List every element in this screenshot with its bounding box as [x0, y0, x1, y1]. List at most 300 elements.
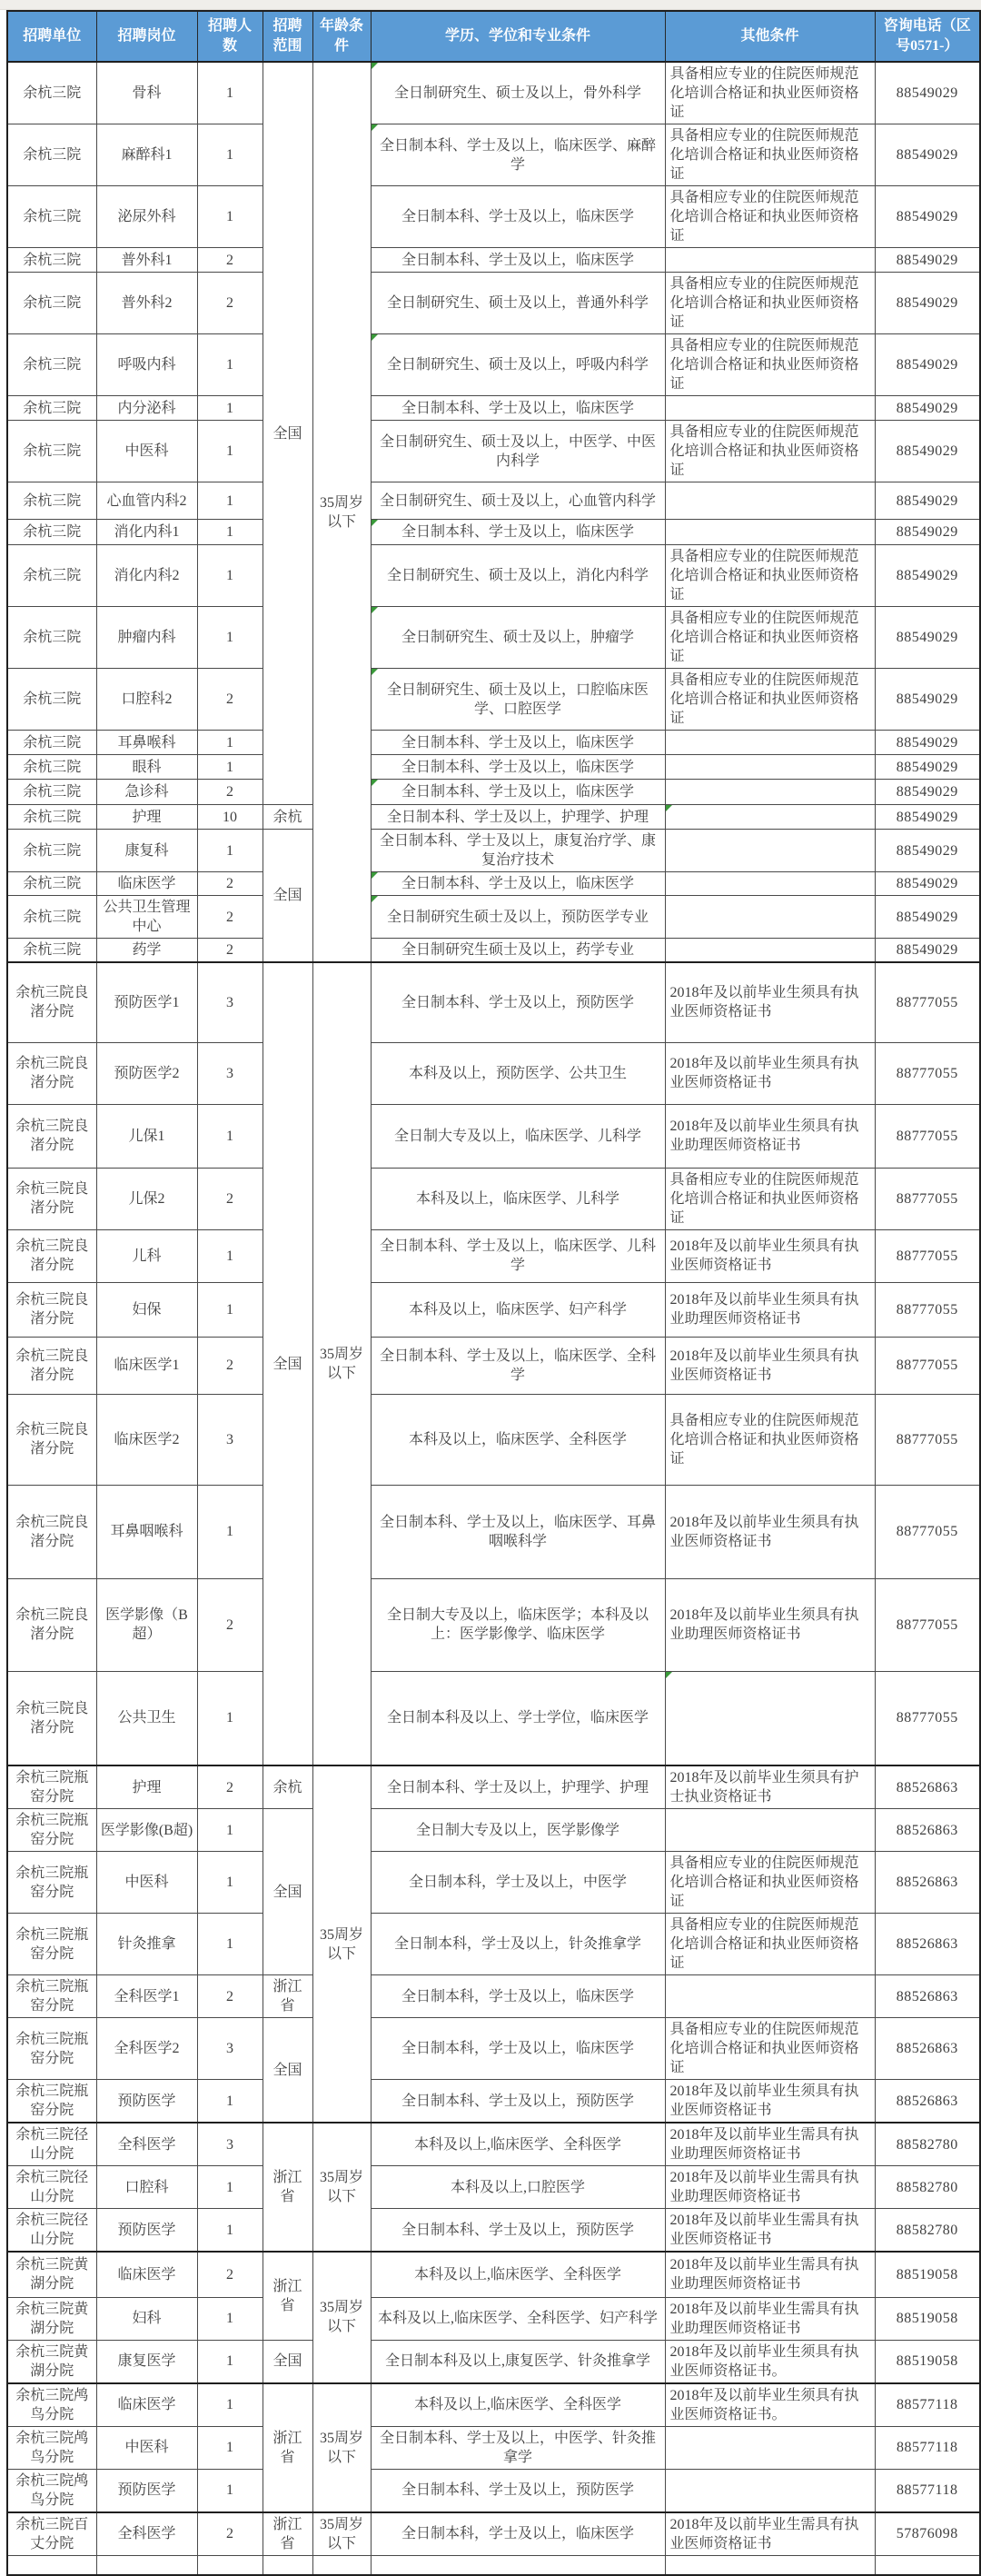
cell-other: 具备相应专业的住院医师规范化培训合格证和执业医师资格证 — [665, 273, 875, 334]
cell-edu: 全日制本科，学士及以上，临床医学 — [371, 2018, 665, 2080]
cell-phone: 88777055 — [875, 1394, 980, 1485]
cell-post: 医学影像（B超） — [96, 1578, 197, 1671]
cell-post: 临床医学 — [96, 2252, 197, 2297]
cell-post: 消化内科1 — [96, 520, 197, 545]
recruitment-table — [6, 10, 981, 2576]
cell-unit: 余杭三院 — [7, 939, 96, 963]
cell-edu: 全日制本科、学士及以上，临床医学 — [371, 731, 665, 755]
col-header-count: 招聘人数 — [197, 11, 263, 62]
cell-unit: 余杭三院黄湖分院 — [7, 2297, 96, 2340]
cell-count: 3 — [197, 962, 263, 1042]
cell-edu: 全日制本科、学士及以上，临床医学、耳鼻咽喉科学 — [371, 1485, 665, 1578]
table-row — [7, 248, 980, 273]
cell-post: 中医科 — [96, 421, 197, 482]
cell-post: 临床医学2 — [96, 1394, 197, 1485]
col-header-other: 其他条件 — [665, 11, 875, 62]
cell-other — [665, 248, 875, 273]
cell-scope: 全国 — [263, 2340, 312, 2383]
cell-edu: 全日制本科、学士及以上，临床医学、全科学 — [371, 1337, 665, 1394]
cell-unit: 余杭三院鸬鸟分院 — [7, 2469, 96, 2512]
cell-edu: 全日制本科、学士及以上，预防医学 — [371, 2209, 665, 2253]
cell-other: 具备相应专业的住院医师规范化培训合格证和执业医师资格证 — [665, 1168, 875, 1229]
cell-other: 具备相应专业的住院医师规范化培训合格证和执业医师资格证 — [665, 62, 875, 124]
cell-unit: 余杭三院 — [7, 545, 96, 607]
cell-post: 普外科2 — [96, 273, 197, 334]
col-header-unit: 招聘单位 — [7, 11, 96, 62]
cell-phone: 88549029 — [875, 421, 980, 482]
cell-post: 预防医学 — [96, 2080, 197, 2123]
cell-other — [665, 396, 875, 421]
cell-other: 2018年及以前毕业生需具有执业助理医师资格证书 — [665, 2123, 875, 2166]
cell-edu: 全日制本科，学士及以上，临床医学 — [371, 2512, 665, 2556]
cell-count: 1 — [197, 1852, 263, 1914]
table-row — [7, 334, 980, 396]
cell-phone: 88777055 — [875, 1671, 980, 1765]
cell-edu: 全日制大专及以上，医学影像学 — [371, 1809, 665, 1852]
cell-unit: 余杭三院瓶窑分院 — [7, 2018, 96, 2080]
cell-post: 口腔科2 — [96, 669, 197, 731]
cell-scope: 浙江省 — [263, 1975, 312, 2018]
cell-count: 2 — [197, 1337, 263, 1394]
cell-edu: 全日制研究生硕士及以上，药学专业 — [371, 939, 665, 963]
cell-phone: 88777055 — [875, 1282, 980, 1337]
cell-edu: 全日制研究生、硕士及以上，呼吸内科学 — [371, 334, 665, 396]
cell-phone: 88549029 — [875, 805, 980, 830]
cell-post: 全科医学 — [96, 2512, 197, 2556]
cell-unit: 余杭三院瓶窑分院 — [7, 2080, 96, 2123]
cell-phone: 88549029 — [875, 273, 980, 334]
table-row — [7, 62, 980, 124]
cell-empty — [665, 2555, 875, 2575]
cell-other: 2018年及以前毕业生须具有执业医师资格证书 — [665, 2080, 875, 2123]
cell-edu: 全日制本科、学士及以上，康复治疗学、康复治疗技术 — [371, 830, 665, 872]
table-row — [7, 2426, 980, 2469]
cell-scope: 余杭 — [263, 805, 312, 830]
cell-post: 妇科 — [96, 2297, 197, 2340]
cell-unit: 余杭三院 — [7, 248, 96, 273]
cell-age: 35周岁以下 — [312, 2123, 371, 2252]
cell-other — [665, 1671, 875, 1765]
cell-other: 2018年及以前毕业生须具有护士执业资格证书 — [665, 1765, 875, 1809]
cell-count: 1 — [197, 482, 263, 520]
cell-unit: 余杭三院良渚分院 — [7, 1671, 96, 1765]
cell-unit: 余杭三院 — [7, 755, 96, 780]
cell-count: 2 — [197, 273, 263, 334]
cell-edu: 全日制本科，学士及以上，临床医学 — [371, 1975, 665, 2018]
cell-post: 药学 — [96, 939, 197, 963]
cell-post: 心血管内科2 — [96, 482, 197, 520]
partial-bottom-row — [7, 2555, 980, 2575]
cell-phone: 88549029 — [875, 124, 980, 186]
cell-phone: 88549029 — [875, 872, 980, 896]
cell-count: 1 — [197, 607, 263, 669]
table-row — [7, 421, 980, 482]
cell-post: 耳鼻咽喉科 — [96, 1485, 197, 1578]
cell-post: 预防医学 — [96, 2469, 197, 2512]
cell-edu: 本科及以上,临床医学、全科医学 — [371, 2383, 665, 2427]
cell-edu: 全日制本科，学士及以上，针灸推拿学 — [371, 1914, 665, 1975]
cell-post: 肿瘤内科 — [96, 607, 197, 669]
cell-edu: 全日制本科、学士及以上，预防医学 — [371, 962, 665, 1042]
cell-edu: 本科及以上,临床医学、全科医学、妇产科学 — [371, 2297, 665, 2340]
cell-count: 1 — [197, 520, 263, 545]
table-row — [7, 1394, 980, 1485]
cell-post: 眼科 — [96, 755, 197, 780]
cell-phone: 88526863 — [875, 2018, 980, 2080]
table-row — [7, 939, 980, 963]
cell-edu: 全日制研究生硕士及以上，预防医学专业 — [371, 896, 665, 939]
table-row — [7, 2252, 980, 2297]
cell-unit: 余杭三院 — [7, 421, 96, 482]
cell-unit: 余杭三院鸬鸟分院 — [7, 2426, 96, 2469]
table-row — [7, 1042, 980, 1104]
cell-post: 泌尿外科 — [96, 186, 197, 248]
cell-count: 2 — [197, 2512, 263, 2556]
cell-other — [665, 939, 875, 963]
cell-other — [665, 805, 875, 830]
cell-other — [665, 2469, 875, 2512]
cell-post: 消化内科2 — [96, 545, 197, 607]
cell-count: 1 — [197, 2166, 263, 2209]
table-row — [7, 731, 980, 755]
cell-count: 1 — [197, 124, 263, 186]
cell-scope: 浙江省 — [263, 2383, 312, 2512]
cell-other: 2018年及以前毕业生需具有执业助理医师资格证书 — [665, 2297, 875, 2340]
cell-count: 3 — [197, 2018, 263, 2080]
cell-count: 2 — [197, 248, 263, 273]
cell-unit: 余杭三院 — [7, 124, 96, 186]
cell-scope: 全国 — [263, 62, 312, 805]
cell-other — [665, 2426, 875, 2469]
cell-post: 全科医学 — [96, 2123, 197, 2166]
cell-edu: 全日制本科、学士及以上，临床医学、麻醉学 — [371, 124, 665, 186]
cell-post: 预防医学1 — [96, 962, 197, 1042]
cell-unit: 余杭三院瓶窑分院 — [7, 1914, 96, 1975]
cell-unit: 余杭三院 — [7, 830, 96, 872]
cell-post: 预防医学 — [96, 2209, 197, 2253]
cell-other: 2018年及以前毕业生须具有执业助理医师资格证书 — [665, 1104, 875, 1168]
cell-count: 1 — [197, 1485, 263, 1578]
cell-post: 急诊科 — [96, 780, 197, 805]
table-row — [7, 2166, 980, 2209]
cell-edu: 全日制本科、学士及以上，临床医学 — [371, 872, 665, 896]
cell-other: 2018年及以前毕业生需具有执业医师资格证书 — [665, 2209, 875, 2253]
cell-phone: 88582780 — [875, 2123, 980, 2166]
cell-count: 3 — [197, 1042, 263, 1104]
cell-unit: 余杭三院黄湖分院 — [7, 2252, 96, 2297]
cell-phone: 88549029 — [875, 755, 980, 780]
cell-unit: 余杭三院 — [7, 731, 96, 755]
table-row — [7, 1671, 980, 1765]
cell-edu: 全日制研究生、硕士及以上，消化内科学 — [371, 545, 665, 607]
cell-empty — [7, 2555, 96, 2575]
cell-unit: 余杭三院径山分院 — [7, 2166, 96, 2209]
cell-count: 1 — [197, 2383, 263, 2427]
cell-phone: 88577118 — [875, 2469, 980, 2512]
cell-phone: 88777055 — [875, 1337, 980, 1394]
cell-unit: 余杭三院良渚分院 — [7, 1282, 96, 1337]
cell-edu: 本科及以上，临床医学、儿科学 — [371, 1168, 665, 1229]
cell-unit: 余杭三院百丈分院 — [7, 2512, 96, 2556]
cell-other: 具备相应专业的住院医师规范化培训合格证和执业医师资格证 — [665, 2018, 875, 2080]
cell-post: 预防医学2 — [96, 1042, 197, 1104]
cell-post: 临床医学1 — [96, 1337, 197, 1394]
cell-edu: 全日制本科、学士及以上，临床医学 — [371, 186, 665, 248]
cell-phone: 88582780 — [875, 2209, 980, 2253]
cell-edu: 全日制本科，学士及以上，中医学 — [371, 1852, 665, 1914]
cell-edu: 全日制研究生、硕士及以上，口腔临床医学、口腔医学 — [371, 669, 665, 731]
cell-phone: 88777055 — [875, 1229, 980, 1282]
table-row — [7, 1852, 980, 1914]
table-row — [7, 1578, 980, 1671]
cell-count: 1 — [197, 2426, 263, 2469]
col-header-post: 招聘岗位 — [96, 11, 197, 62]
cell-other: 具备相应专业的住院医师规范化培训合格证和执业医师资格证 — [665, 607, 875, 669]
cell-unit: 余杭三院黄湖分院 — [7, 2340, 96, 2383]
cell-scope: 全国 — [263, 962, 312, 1765]
cell-post: 护理 — [96, 805, 197, 830]
cell-unit: 余杭三院径山分院 — [7, 2123, 96, 2166]
cell-age: 35周岁以下 — [312, 62, 371, 962]
cell-other — [665, 780, 875, 805]
cell-phone: 88526863 — [875, 2080, 980, 2123]
cell-other: 2018年及以前毕业生须具有执业助理医师资格证书 — [665, 1282, 875, 1337]
cell-edu: 全日制本科、学士及以上，临床医学 — [371, 520, 665, 545]
cell-unit: 余杭三院良渚分院 — [7, 1578, 96, 1671]
cell-count: 2 — [197, 939, 263, 963]
cell-other: 具备相应专业的住院医师规范化培训合格证和执业医师资格证 — [665, 421, 875, 482]
cell-count: 1 — [197, 731, 263, 755]
table-row — [7, 124, 980, 186]
cell-unit: 余杭三院 — [7, 896, 96, 939]
cell-edu: 全日制本科、学士及以上，临床医学、儿科学 — [371, 1229, 665, 1282]
cell-phone: 88549029 — [875, 62, 980, 124]
cell-other — [665, 1975, 875, 2018]
cell-post: 儿科 — [96, 1229, 197, 1282]
cell-post: 全科医学2 — [96, 2018, 197, 2080]
cell-scope: 浙江省 — [263, 2512, 312, 2556]
cell-post: 普外科1 — [96, 248, 197, 273]
table-row — [7, 2018, 980, 2080]
cell-unit: 余杭三院 — [7, 607, 96, 669]
cell-unit: 余杭三院 — [7, 669, 96, 731]
cell-age: 35周岁以下 — [312, 2512, 371, 2556]
cell-count: 1 — [197, 334, 263, 396]
cell-post: 耳鼻喉科 — [96, 731, 197, 755]
cell-unit: 余杭三院 — [7, 805, 96, 830]
cell-edu: 全日制本科、学士及以上，护理学、护理 — [371, 1765, 665, 1809]
cell-other: 2018年及以前毕业生须具有执业医师资格证书 — [665, 1485, 875, 1578]
cell-phone: 88526863 — [875, 1809, 980, 1852]
cell-count: 2 — [197, 896, 263, 939]
table-row — [7, 396, 980, 421]
cell-post: 临床医学 — [96, 2383, 197, 2427]
table-row — [7, 545, 980, 607]
table-row — [7, 2512, 980, 2556]
table-row — [7, 1485, 980, 1578]
cell-unit: 余杭三院良渚分院 — [7, 1168, 96, 1229]
cell-edu: 本科及以上,口腔医学 — [371, 2166, 665, 2209]
cell-edu: 全日制大专及以上，临床医学、儿科学 — [371, 1104, 665, 1168]
cell-phone: 88526863 — [875, 1914, 980, 1975]
cell-edu: 本科及以上，预防医学、公共卫生 — [371, 1042, 665, 1104]
cell-post: 呼吸内科 — [96, 334, 197, 396]
cell-count: 1 — [197, 2297, 263, 2340]
table-row — [7, 2297, 980, 2340]
cell-empty — [312, 2555, 371, 2575]
cell-empty — [197, 2555, 263, 2575]
table-row — [7, 482, 980, 520]
cell-post: 儿保2 — [96, 1168, 197, 1229]
cell-post: 公共卫生 — [96, 1671, 197, 1765]
cell-count: 3 — [197, 1394, 263, 1485]
cell-edu: 本科及以上,临床医学、全科医学 — [371, 2252, 665, 2297]
cell-phone: 88519058 — [875, 2340, 980, 2383]
cell-unit: 余杭三院 — [7, 482, 96, 520]
cell-empty — [263, 2555, 312, 2575]
table-row — [7, 1229, 980, 1282]
cell-count: 2 — [197, 872, 263, 896]
cell-count: 1 — [197, 1809, 263, 1852]
cell-count: 1 — [197, 1914, 263, 1975]
cell-age: 35周岁以下 — [312, 2383, 371, 2512]
cell-other: 2018年及以前毕业生需具有执业助理医师资格证书 — [665, 2166, 875, 2209]
cell-scope: 余杭 — [263, 1765, 312, 1809]
cell-other — [665, 755, 875, 780]
cell-phone: 88526863 — [875, 1975, 980, 2018]
cell-edu: 全日制研究生、硕士及以上，心血管内科学 — [371, 482, 665, 520]
cell-age: 35周岁以下 — [312, 2252, 371, 2383]
cell-edu: 全日制研究生、硕士及以上，普通外科学 — [371, 273, 665, 334]
cell-post: 儿保1 — [96, 1104, 197, 1168]
cell-age: 35周岁以下 — [312, 1765, 371, 2123]
cell-empty — [875, 2555, 980, 2575]
table-row — [7, 273, 980, 334]
cell-unit: 余杭三院良渚分院 — [7, 1394, 96, 1485]
cell-other: 具备相应专业的住院医师规范化培训合格证和执业医师资格证 — [665, 1914, 875, 1975]
cell-unit: 余杭三院良渚分院 — [7, 1104, 96, 1168]
table-row — [7, 1975, 980, 2018]
cell-edu: 本科及以上,临床医学、全科医学 — [371, 2123, 665, 2166]
table-row — [7, 669, 980, 731]
cell-edu: 全日制本科、学士及以上，中医学、针灸推拿学 — [371, 2426, 665, 2469]
cell-count: 2 — [197, 1975, 263, 2018]
col-header-phone: 咨询电话（区号0571-） — [875, 11, 980, 62]
cell-unit: 余杭三院瓶窑分院 — [7, 1852, 96, 1914]
table-row — [7, 1104, 980, 1168]
cell-post: 麻醉科1 — [96, 124, 197, 186]
cell-unit: 余杭三院良渚分院 — [7, 1485, 96, 1578]
cell-edu: 全日制本科、学士及以上，预防医学 — [371, 2469, 665, 2512]
table-row — [7, 872, 980, 896]
cell-post: 护理 — [96, 1765, 197, 1809]
cell-phone: 88519058 — [875, 2297, 980, 2340]
table-row — [7, 1337, 980, 1394]
cell-count: 1 — [197, 2340, 263, 2383]
cell-phone: 88549029 — [875, 186, 980, 248]
cell-unit: 余杭三院良渚分院 — [7, 1337, 96, 1394]
table-row — [7, 607, 980, 669]
cell-count: 2 — [197, 1765, 263, 1809]
cell-scope: 全国 — [263, 830, 312, 963]
table-row — [7, 805, 980, 830]
table-row — [7, 1914, 980, 1975]
cell-unit: 余杭三院瓶窑分院 — [7, 1975, 96, 2018]
cell-count: 1 — [197, 62, 263, 124]
cell-post: 医学影像(B超) — [96, 1809, 197, 1852]
cell-other: 2018年及以前毕业生须具有执业医师资格证书 — [665, 1042, 875, 1104]
cell-count: 1 — [197, 2469, 263, 2512]
cell-phone: 88777055 — [875, 1168, 980, 1229]
cell-other: 具备相应专业的住院医师规范化培训合格证和执业医师资格证 — [665, 1394, 875, 1485]
cell-phone: 88549029 — [875, 896, 980, 939]
cell-other — [665, 896, 875, 939]
cell-edu: 全日制本科、学士及以上，临床医学 — [371, 780, 665, 805]
cell-count: 10 — [197, 805, 263, 830]
cell-phone: 88526863 — [875, 1852, 980, 1914]
cell-other: 具备相应专业的住院医师规范化培训合格证和执业医师资格证 — [665, 334, 875, 396]
cell-count: 1 — [197, 2080, 263, 2123]
cell-edu: 本科及以上，临床医学、全科医学 — [371, 1394, 665, 1485]
cell-edu: 全日制本科、学士及以上，临床医学 — [371, 396, 665, 421]
cell-unit: 余杭三院良渚分院 — [7, 1042, 96, 1104]
table-row — [7, 1282, 980, 1337]
table-row — [7, 2469, 980, 2512]
cell-edu: 全日制本科、学士及以上，护理学、护理 — [371, 805, 665, 830]
cell-post: 康复医学 — [96, 2340, 197, 2383]
table-row — [7, 962, 980, 1042]
cell-edu: 全日制大专及以上，临床医学；本科及以上：医学影像学、临床医学 — [371, 1578, 665, 1671]
table-row — [7, 2209, 980, 2253]
table-body — [7, 62, 980, 2575]
cell-count: 1 — [197, 545, 263, 607]
cell-count: 2 — [197, 669, 263, 731]
cell-edu: 全日制研究生、硕士及以上，中医学、中医内科学 — [371, 421, 665, 482]
table-row — [7, 755, 980, 780]
col-header-age: 年龄条件 — [312, 11, 371, 62]
cell-count: 1 — [197, 2209, 263, 2253]
cell-edu: 全日制研究生、硕士及以上，肿瘤学 — [371, 607, 665, 669]
cell-unit: 余杭三院鸬鸟分院 — [7, 2383, 96, 2427]
cell-phone: 88777055 — [875, 1485, 980, 1578]
cell-other: 2018年及以前毕业生须具有执业医师资格证书 — [665, 962, 875, 1042]
cell-edu: 全日制研究生、硕士及以上，骨外科学 — [371, 62, 665, 124]
cell-count: 1 — [197, 396, 263, 421]
cell-unit: 余杭三院 — [7, 334, 96, 396]
cell-count: 2 — [197, 780, 263, 805]
cell-other: 2018年及以前毕业生须具有执业医师资格证书 — [665, 1337, 875, 1394]
table-row — [7, 780, 980, 805]
col-header-scope: 招聘范围 — [263, 11, 312, 62]
cell-other: 2018年及以前毕业生需具有执业助理医师资格证书 — [665, 2252, 875, 2297]
table-row — [7, 2123, 980, 2166]
cell-edu: 全日制本科及以上,康复医学、针灸推拿学 — [371, 2340, 665, 2383]
table-row — [7, 830, 980, 872]
cell-post: 针灸推拿 — [96, 1914, 197, 1975]
cell-count: 1 — [197, 1282, 263, 1337]
cell-count: 1 — [197, 755, 263, 780]
cell-other: 具备相应专业的住院医师规范化培训合格证和执业医师资格证 — [665, 545, 875, 607]
cell-post: 临床医学 — [96, 872, 197, 896]
cell-other: 具备相应专业的住院医师规范化培训合格证和执业医师资格证 — [665, 1852, 875, 1914]
cell-count: 1 — [197, 1104, 263, 1168]
table-row — [7, 1765, 980, 1809]
cell-phone: 88777055 — [875, 1042, 980, 1104]
cell-other: 2018年及以前毕业生须具有执业助理医师资格证书 — [665, 1578, 875, 1671]
cell-phone: 88549029 — [875, 248, 980, 273]
cell-phone: 57876098 — [875, 2512, 980, 2556]
cell-unit: 余杭三院 — [7, 780, 96, 805]
